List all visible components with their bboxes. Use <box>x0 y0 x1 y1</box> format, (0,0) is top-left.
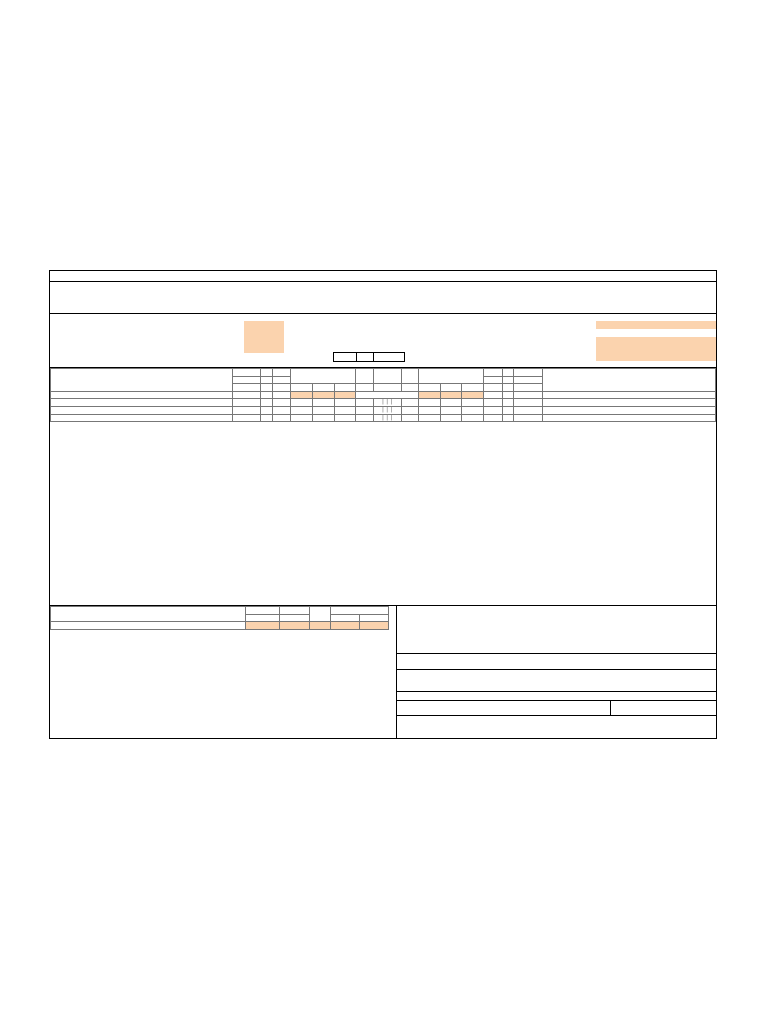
col-b-right <box>462 384 484 392</box>
sum-col-description <box>51 607 246 622</box>
col-r-right <box>419 384 441 392</box>
col-of-right <box>502 376 514 384</box>
col-mm2-right <box>514 384 542 392</box>
sum-col-kvar <box>360 614 389 622</box>
col-hash-right <box>401 384 418 392</box>
col-ph-right <box>502 384 514 392</box>
col-b-left <box>334 384 356 392</box>
subtotal-left-y <box>313 391 335 399</box>
feeder-size-earth <box>373 352 405 362</box>
col-ckt-left <box>356 369 373 384</box>
subtotal-right-r <box>419 391 441 399</box>
col-wire-left <box>232 369 260 377</box>
col-no-left <box>261 369 273 377</box>
col-hash-left <box>356 384 373 392</box>
col-of-left <box>261 376 273 384</box>
sum-col-kva <box>331 614 360 622</box>
sum-total-df <box>310 622 331 630</box>
col-wire-right <box>514 369 542 377</box>
col-description-right <box>542 369 715 392</box>
total-kw-value <box>244 345 284 353</box>
subtotal-left-b <box>334 391 356 399</box>
col-description-left <box>51 369 233 392</box>
sum-col-df <box>310 607 331 622</box>
summary-table <box>50 606 389 630</box>
sum-col-power <box>246 607 280 615</box>
sum-total-pf <box>246 622 280 630</box>
col-r-left <box>291 384 313 392</box>
feeder-size-mm <box>356 352 374 362</box>
col-rtg-left <box>273 376 291 384</box>
bus-b-value <box>244 337 284 345</box>
bus-symbol: │ │ │ <box>373 399 401 407</box>
col-a-left <box>273 384 291 392</box>
bus-y-value <box>244 329 284 337</box>
col-kw-right <box>419 369 484 384</box>
subtotal-label <box>356 391 419 399</box>
col-kw-left <box>291 369 356 384</box>
sum-col-conn <box>280 607 310 615</box>
sum-col-cos <box>246 614 280 622</box>
sum-total-kvar <box>360 622 389 630</box>
sum-col-demand <box>331 607 389 615</box>
col-a-right <box>484 384 502 392</box>
subtotal-right-y <box>440 391 462 399</box>
col-size-right <box>514 376 542 384</box>
feeder-size-cores <box>333 352 357 362</box>
col-bus-conn <box>373 369 401 384</box>
col-rtg-right <box>484 376 502 384</box>
col-cb-right <box>484 369 502 377</box>
circuit-table: │ │ │ │ │ │ │ │ │ <box>50 368 716 422</box>
subtotal-left-r <box>291 391 313 399</box>
col-size-left <box>232 376 260 384</box>
col-mm2-left <box>232 384 260 392</box>
demand-value <box>596 337 716 345</box>
panel-load-schedule-sheet <box>49 270 717 739</box>
demand15-value <box>596 353 716 361</box>
sum-total-kw <box>280 622 310 630</box>
col-y-right <box>440 384 462 392</box>
service-v-value <box>596 329 716 337</box>
col-y-left <box>313 384 335 392</box>
col-conn <box>373 384 401 392</box>
sum-total-label <box>51 622 246 630</box>
line-amp-value <box>596 321 716 329</box>
bus-r-value <box>244 321 284 329</box>
col-ph-left <box>261 384 273 392</box>
sum-total-kva <box>331 622 360 630</box>
sum-col-kw <box>280 614 310 622</box>
subtotal-right-b <box>462 391 484 399</box>
power-factor-value <box>596 345 716 353</box>
col-no-right <box>502 369 514 377</box>
col-ckt-right <box>401 369 418 384</box>
col-cb-left <box>273 369 291 377</box>
